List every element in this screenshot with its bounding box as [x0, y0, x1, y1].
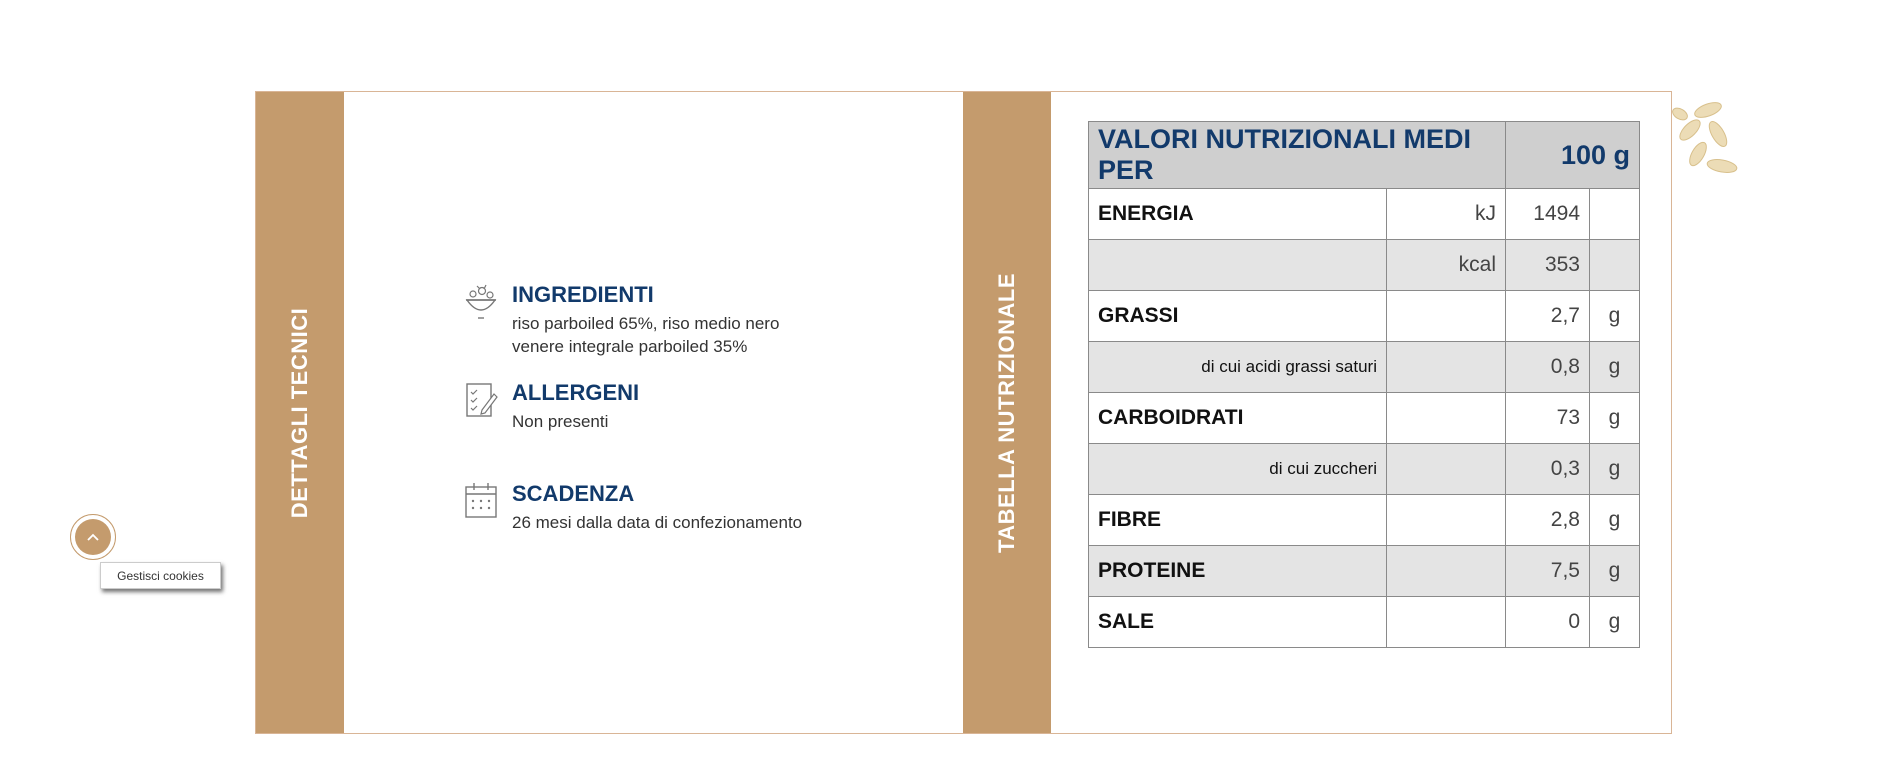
table-row: [1089, 546, 1640, 597]
table-row: [1089, 240, 1640, 291]
chevron-up-icon: [86, 532, 100, 542]
details-band: [256, 92, 344, 733]
nutrient-unit: [1590, 240, 1640, 291]
expiry-text: 26 mesi dalla data di confezionamento: [512, 513, 803, 532]
nutrient-unit: g: [1590, 444, 1640, 495]
nutrient-unit-label: kJ: [1387, 189, 1506, 240]
ingredients-text-line-1: riso parboiled 65%, riso medio nero: [512, 314, 780, 333]
nutrient-unit: g: [1590, 393, 1640, 444]
nutrient-name: [1089, 240, 1387, 291]
nutrient-unit-label: [1387, 342, 1506, 393]
nutrient-unit: g: [1590, 546, 1640, 597]
nutrient-unit-label: [1387, 597, 1506, 648]
nutrient-value: 2,7: [1506, 291, 1590, 342]
table-row: [1089, 597, 1640, 648]
nutrition-band: [963, 92, 1051, 733]
nutrient-unit: g: [1590, 597, 1640, 648]
nutrient-unit-label: kcal: [1387, 240, 1506, 291]
nutrient-name: ENERGIA: [1089, 189, 1387, 240]
nutrition-table: [1088, 121, 1640, 648]
manage-cookies-button[interactable]: Gestisci cookies: [100, 562, 221, 589]
table-row: [1089, 189, 1640, 240]
checklist-icon: [464, 380, 498, 420]
product-details-panel: [255, 91, 1672, 734]
technical-details: [464, 282, 884, 534]
table-row: [1089, 444, 1640, 495]
nutrient-name: di cui acidi grassi saturi: [1089, 342, 1387, 393]
nutrient-name: PROTEINE: [1089, 546, 1387, 597]
nutrient-unit-label: [1387, 546, 1506, 597]
allergens-text: Non presenti: [512, 412, 609, 431]
nutrient-unit: g: [1590, 291, 1640, 342]
nutrient-value: 73: [1506, 393, 1590, 444]
salad-bowl-icon: [464, 282, 498, 322]
ingredients-section: [464, 282, 884, 358]
nutrient-unit-label: [1387, 393, 1506, 444]
scroll-to-top-button[interactable]: [70, 514, 116, 560]
nutrient-value: 2,8: [1506, 495, 1590, 546]
nutrient-unit: [1590, 189, 1640, 240]
nutrient-unit-label: [1387, 495, 1506, 546]
nutrient-unit-label: [1387, 444, 1506, 495]
nutrient-value: 0,3: [1506, 444, 1590, 495]
allergens-title: ALLERGENI: [512, 380, 640, 405]
nutrient-name: di cui zuccheri: [1089, 444, 1387, 495]
calendar-icon: [464, 481, 498, 521]
nutrient-name: GRASSI: [1089, 291, 1387, 342]
scroll-to-top-circle: [75, 519, 111, 555]
nutrient-name: FIBRE: [1089, 495, 1387, 546]
nutrient-value: 353: [1506, 240, 1590, 291]
nutrient-unit-label: [1387, 291, 1506, 342]
table-row: [1089, 291, 1640, 342]
nutrient-name: CARBOIDRATI: [1089, 393, 1387, 444]
nutrition-header-label: VALORI NUTRIZIONALI MEDI PER: [1089, 122, 1506, 189]
nutrient-name: SALE: [1089, 597, 1387, 648]
nutrient-unit: g: [1590, 495, 1640, 546]
allergens-section: [464, 380, 884, 433]
nutrition-band-label: TABELLA NUTRIZIONALE: [994, 272, 1019, 553]
table-row: [1089, 393, 1640, 444]
ingredients-title: INGREDIENTI: [512, 282, 654, 307]
table-row: [1089, 342, 1640, 393]
table-row: [1089, 495, 1640, 546]
nutrient-value: 0: [1506, 597, 1590, 648]
details-band-label: DETTAGLI TECNICI: [287, 307, 312, 518]
ingredients-text: [512, 312, 884, 358]
ingredients-text-line-2: venere integrale parboiled 35%: [512, 337, 748, 356]
nutrition-table-header: [1089, 122, 1640, 189]
expiry-section: [464, 481, 884, 534]
nutrient-unit: g: [1590, 342, 1640, 393]
nutrition-header-value: 100 g: [1506, 122, 1640, 189]
nutrient-value: 0,8: [1506, 342, 1590, 393]
nutrient-value: 1494: [1506, 189, 1590, 240]
rice-grains-decoration: [1668, 96, 1748, 184]
nutrient-value: 7,5: [1506, 546, 1590, 597]
expiry-title: SCADENZA: [512, 481, 635, 506]
